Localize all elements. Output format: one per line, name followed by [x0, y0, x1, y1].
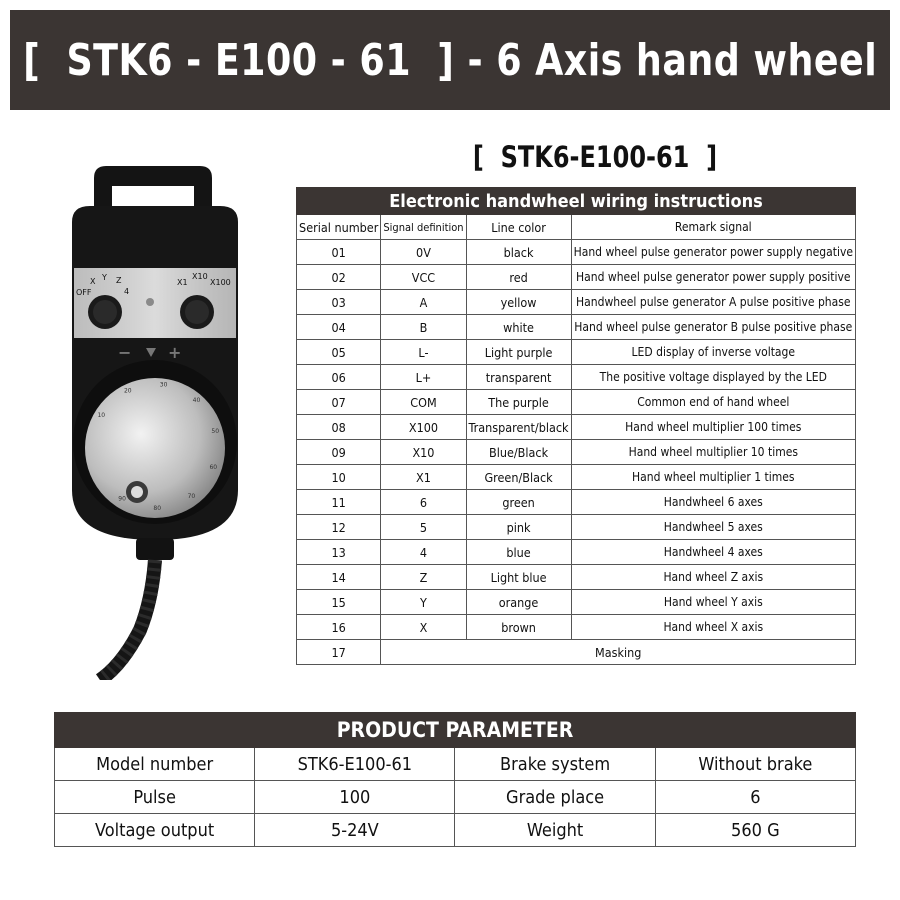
dial-tick-label: 40 [192, 396, 201, 404]
signal-cell: X1 [381, 465, 466, 490]
serial-cell: 01 [297, 240, 381, 265]
banner-title: [ STK6 - E100 - 61 ] - 6 Axis hand wheel [22, 34, 878, 86]
wiring-row [297, 315, 856, 340]
param-value: Without brake [655, 748, 855, 781]
serial-cell: 07 [297, 390, 381, 415]
wiring-row [297, 340, 856, 365]
wiring-row [297, 290, 856, 315]
remark-cell: Handwheel 4 axes [571, 540, 855, 565]
param-value: 100 [255, 781, 455, 814]
remark-cell: Hand wheel Z axis [571, 565, 855, 590]
wiring-row-last [297, 640, 856, 665]
line-color-cell: Light purple [466, 340, 571, 365]
param-row [55, 814, 856, 847]
signal-cell: L+ [381, 365, 466, 390]
param-label: Pulse [55, 781, 255, 814]
param-value: 6 [655, 781, 855, 814]
signal-cell: X [381, 615, 466, 640]
line-color-cell: The purple [466, 390, 571, 415]
minus-sign: − [118, 343, 132, 362]
wiring-row [297, 540, 856, 565]
product-parameter-caption: PRODUCT PARAMETER [55, 713, 856, 748]
param-label: Brake system [455, 748, 655, 781]
serial-cell: 05 [297, 340, 381, 365]
signal-cell: L- [381, 340, 466, 365]
signal-cell: X100 [381, 415, 466, 440]
line-color-cell: Transparent/black [466, 415, 571, 440]
signal-cell: A [381, 290, 466, 315]
remark-cell: Handwheel pulse generator A pulse positive phase [571, 290, 855, 315]
line-color-cell: pink [466, 515, 571, 540]
dial-tick-label: 60 [209, 464, 218, 472]
line-color-cell: Light blue [466, 565, 571, 590]
serial-cell: 08 [297, 415, 381, 440]
remark-cell: Hand wheel multiplier 10 times [571, 440, 855, 465]
wiring-row [297, 590, 856, 615]
cable-gland [136, 538, 174, 560]
wiring-row [297, 440, 856, 465]
dial-tick-label: 20 [123, 387, 132, 395]
line-color-cell: red [466, 265, 571, 290]
mult-label-x1: X1 [177, 278, 188, 287]
remark-cell: The positive voltage displayed by the LED [571, 365, 855, 390]
dial-tick-label: 90 [118, 495, 126, 503]
serial-cell: 09 [297, 440, 381, 465]
serial-cell: 17 [297, 640, 381, 665]
handwheel-device-image [60, 160, 300, 680]
line-color-cell: yellow [466, 290, 571, 315]
serial-cell: 11 [297, 490, 381, 515]
param-row [55, 748, 856, 781]
remark-cell: LED display of inverse voltage [571, 340, 855, 365]
param-value: 5-24V [255, 814, 455, 847]
wiring-row [297, 365, 856, 390]
line-color-cell: transparent [466, 365, 571, 390]
header-line-color: Line color [466, 215, 571, 240]
dial-tick-label: 70 [187, 493, 196, 501]
param-label: Grade place [455, 781, 655, 814]
wiring-row [297, 515, 856, 540]
remark-cell: Hand wheel pulse generator B pulse positive phase [571, 315, 855, 340]
serial-cell: 16 [297, 615, 381, 640]
remark-cell: Handwheel 5 axes [571, 515, 855, 540]
wiring-row [297, 390, 856, 415]
serial-cell: 03 [297, 290, 381, 315]
model-title: [ STK6-E100-61 ] [472, 140, 718, 174]
axis-label-x: X [90, 277, 96, 286]
serial-cell: 15 [297, 590, 381, 615]
dial-tick-label: 30 [159, 381, 168, 389]
wiring-row [297, 490, 856, 515]
mult-label-x100: X100 [210, 278, 231, 287]
serial-cell: 13 [297, 540, 381, 565]
header-signal-definition: Signal definition [381, 215, 466, 240]
signal-cell: B [381, 315, 466, 340]
dial-tick-label: 50 [211, 428, 220, 435]
remark-cell: Hand wheel Y axis [571, 590, 855, 615]
axis-label-y: Y [102, 273, 107, 282]
dial-tick-label: 10 [97, 412, 106, 419]
line-color-cell: black [466, 240, 571, 265]
signal-cell: 5 [381, 515, 466, 540]
remark-cell: Hand wheel multiplier 1 times [571, 465, 855, 490]
signal-cell: VCC [381, 265, 466, 290]
remark-cell: Common end of hand wheel [571, 390, 855, 415]
header-serial-number: Serial number [297, 215, 381, 240]
line-color-cell: Green/Black [466, 465, 571, 490]
remark-cell: Hand wheel X axis [571, 615, 855, 640]
param-value: 560 G [655, 814, 855, 847]
plus-sign: + [168, 343, 182, 362]
remark-cell: Hand wheel multiplier 100 times [571, 415, 855, 440]
param-row [55, 781, 856, 814]
remark-cell: Handwheel 6 axes [571, 490, 855, 515]
wiring-row [297, 415, 856, 440]
line-color-cell: brown [466, 615, 571, 640]
param-label: Voltage output [55, 814, 255, 847]
line-color-cell: orange [466, 590, 571, 615]
dial-wheel [85, 378, 225, 518]
remark-cell: Hand wheel pulse generator power supply negative [571, 240, 855, 265]
line-color-cell: Blue/Black [466, 440, 571, 465]
axis-label-off: OFF [76, 288, 92, 297]
serial-cell: 02 [297, 265, 381, 290]
signal-cell: Z [381, 565, 466, 590]
serial-cell: 06 [297, 365, 381, 390]
wiring-row [297, 615, 856, 640]
signal-cell: COM [381, 390, 466, 415]
masking-cell: Masking [381, 640, 856, 665]
header-remark-signal: Remark signal [571, 215, 855, 240]
signal-cell: 0V [381, 240, 466, 265]
serial-cell: 12 [297, 515, 381, 540]
wiring-table-caption: Electronic handwheel wiring instructions [297, 188, 856, 215]
param-label: Weight [455, 814, 655, 847]
serial-cell: 04 [297, 315, 381, 340]
product-parameter-table [54, 712, 856, 847]
led-indicator [146, 298, 154, 306]
wiring-table [296, 187, 856, 665]
signal-cell: 6 [381, 490, 466, 515]
dial-tick-label: 80 [153, 505, 162, 512]
param-value: STK6-E100-61 [255, 748, 455, 781]
signal-cell: Y [381, 590, 466, 615]
remark-cell: Hand wheel pulse generator power supply positive [571, 265, 855, 290]
serial-cell: 10 [297, 465, 381, 490]
wiring-header-row [297, 215, 856, 240]
title-banner [10, 10, 890, 110]
wiring-row [297, 265, 856, 290]
line-color-cell: blue [466, 540, 571, 565]
param-label: Model number [55, 748, 255, 781]
axis-label-4: 4 [124, 287, 130, 296]
wiring-row [297, 465, 856, 490]
wiring-row [297, 240, 856, 265]
signal-cell: 4 [381, 540, 466, 565]
mult-label-x10: X10 [192, 272, 208, 281]
signal-cell: X10 [381, 440, 466, 465]
line-color-cell: white [466, 315, 571, 340]
axis-label-z: Z [116, 276, 122, 285]
line-color-cell: green [466, 490, 571, 515]
wiring-row [297, 565, 856, 590]
serial-cell: 14 [297, 565, 381, 590]
